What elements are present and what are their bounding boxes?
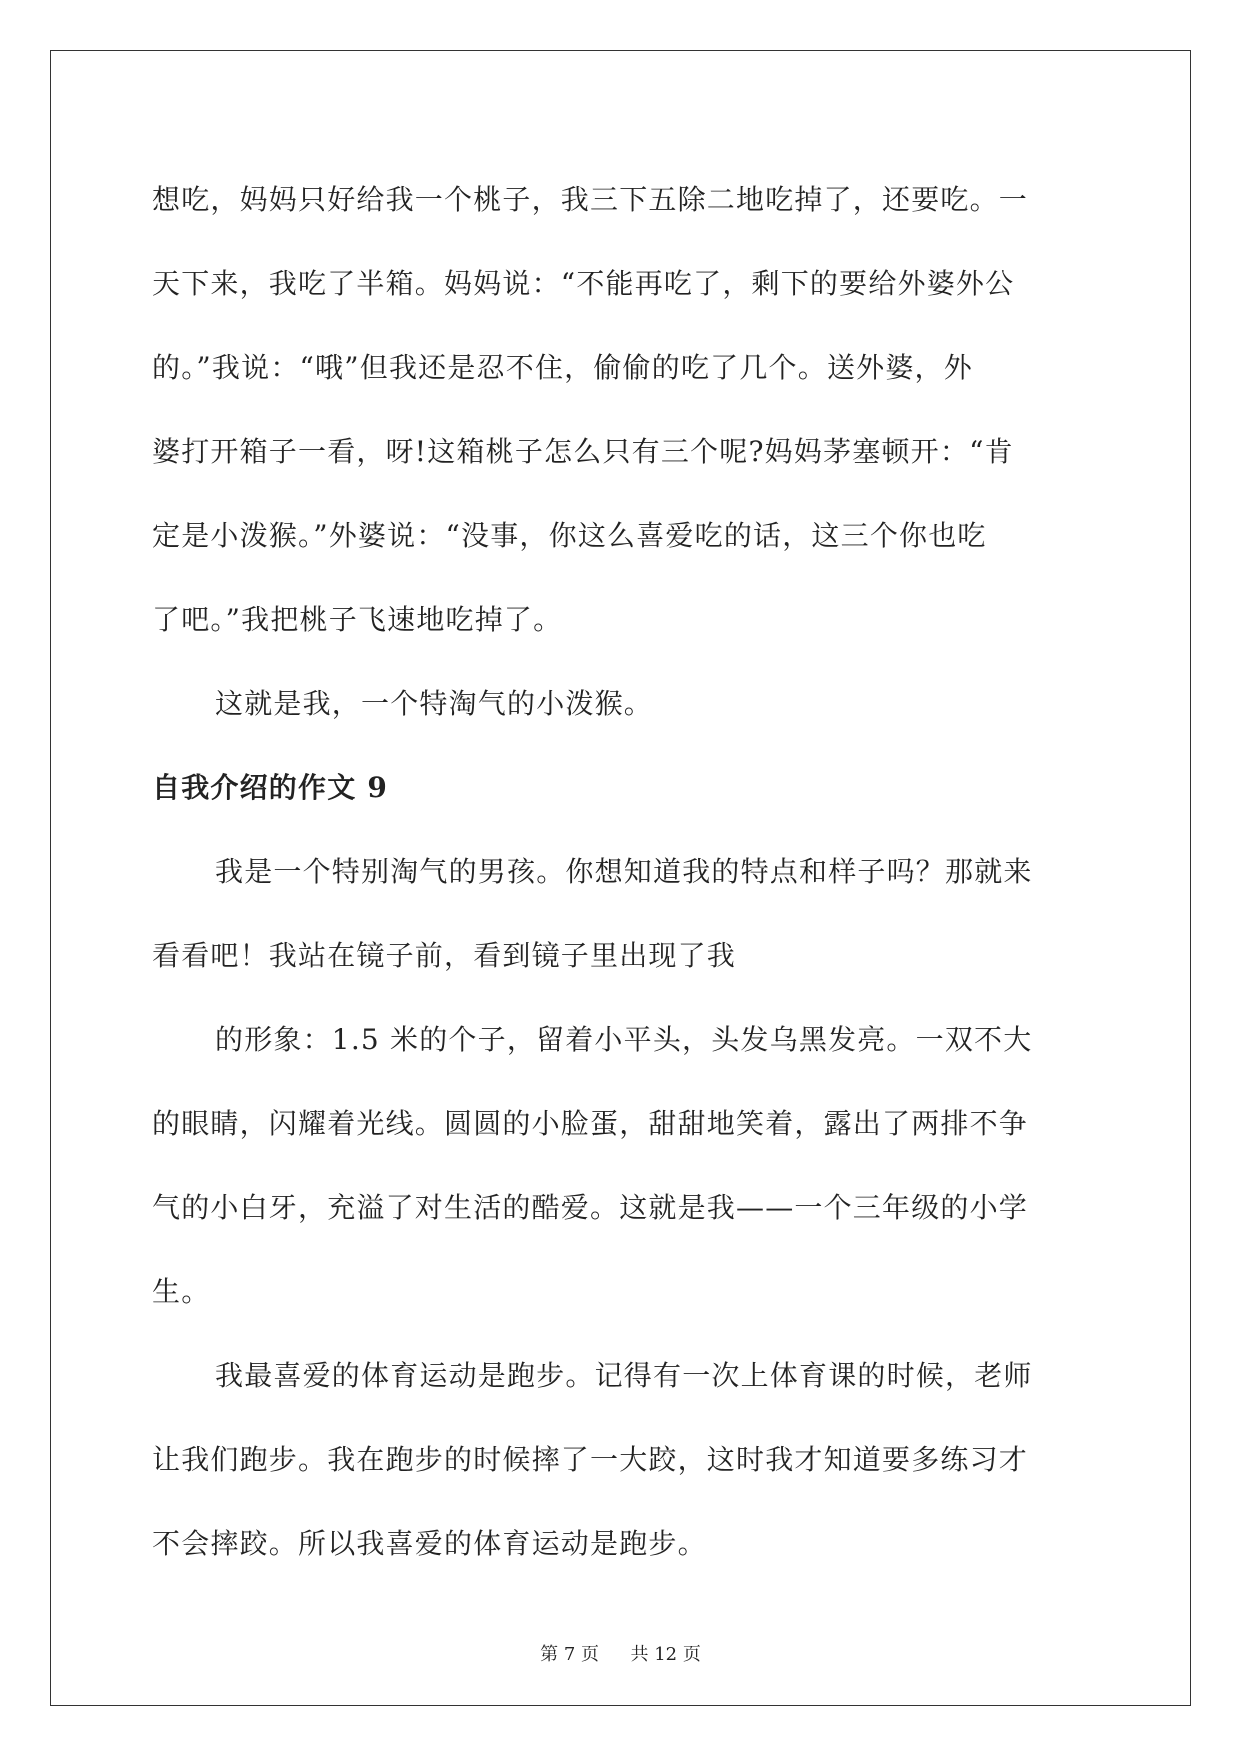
paragraph-3	[152, 830, 1090, 998]
text-line: 婆打开箱子一看，呀!这箱桃子怎么只有三个呢?妈妈茅塞顿开：“肯	[152, 435, 1014, 468]
text-line: 想吃，妈妈只好给我一个桃子，我三下五除二地吃掉了，还要吃。一	[152, 183, 1029, 216]
document-body	[152, 158, 1090, 1586]
text-line: 天下来，我吃了半箱。妈妈说：“不能再吃了，剩下的要给外婆外公	[152, 267, 1015, 300]
text-line: 让我们跑步。我在跑步的时候摔了一大跤，这时我才知道要多练习才	[152, 1443, 1029, 1476]
page-number: 第 7 页	[540, 1644, 600, 1665]
text-line: 定是小泼猴。”外婆说：“没事，你这么喜爱吃的话，这三个你也吃	[152, 519, 987, 552]
page-total: 共 12 页	[630, 1644, 701, 1665]
text-line: 我是一个特别淘气的男孩。你想知道我的特点和样子吗？那就来	[215, 855, 1033, 888]
text-line: 的。”我说：“哦”但我还是忍不住，偷偷的吃了几个。送外婆，外	[152, 351, 973, 384]
text-line: 了吧。”我把桃子飞速地吃掉了。	[152, 603, 563, 636]
section-heading: 自我介绍的作文 9	[152, 771, 389, 804]
paragraph-1	[152, 158, 1090, 662]
paragraph-2: 这就是我，一个特淘气的小泼猴。	[215, 687, 654, 720]
text-line: 生。	[152, 1275, 211, 1308]
paragraph-5	[152, 1334, 1090, 1586]
text-line: 我最喜爱的体育运动是跑步。记得有一次上体育课的时候，老师	[215, 1359, 1033, 1392]
paragraph-4	[152, 998, 1090, 1334]
text-line: 看看吧！我站在镜子前，看到镜子里出现了我	[152, 939, 737, 972]
text-line: 的形象：1.5 米的个子，留着小平头，头发乌黑发亮。一双不大	[215, 1023, 1033, 1056]
text-line: 不会摔跤。所以我喜爱的体育运动是跑步。	[152, 1527, 707, 1560]
text-line: 气的小白牙，充溢了对生活的酷爱。这就是我——一个三年级的小学	[152, 1191, 1029, 1224]
text-line: 的眼睛，闪耀着光线。圆圆的小脸蛋，甜甜地笑着，露出了两排不争	[152, 1107, 1029, 1140]
page-footer	[0, 1640, 1241, 1666]
